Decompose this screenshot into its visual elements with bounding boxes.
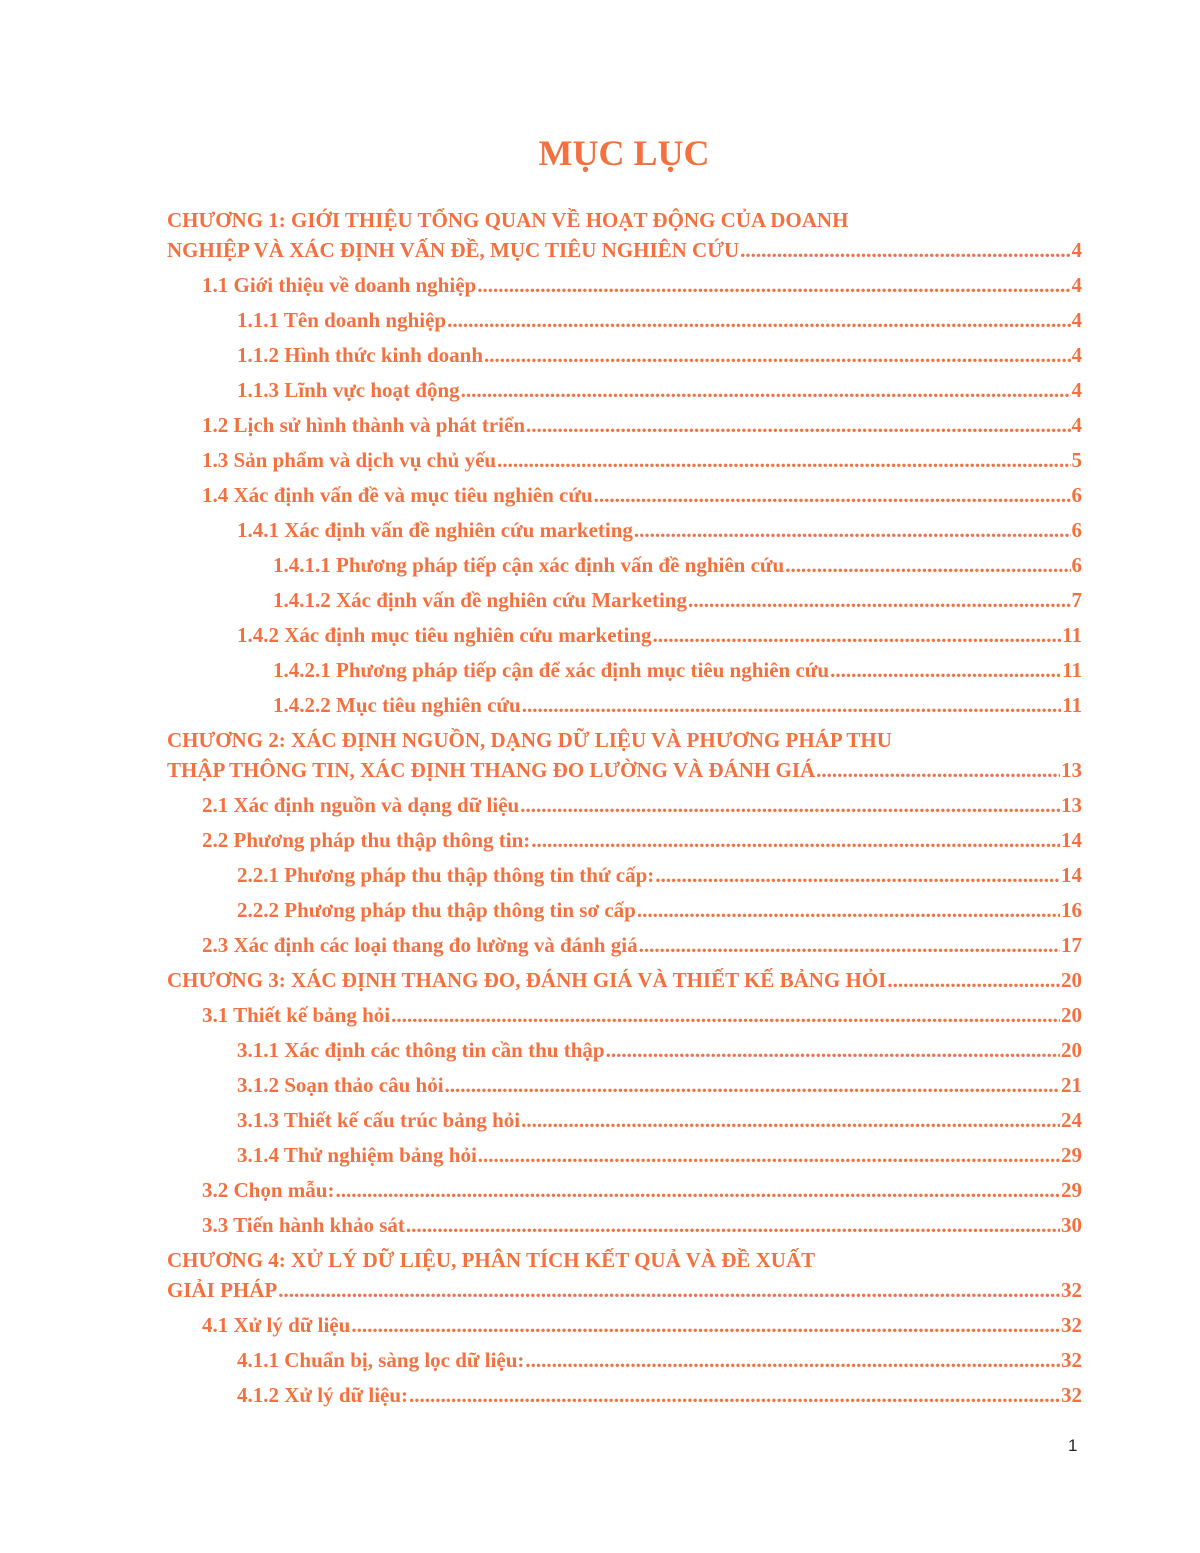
dot-leader [521, 1105, 1060, 1135]
toc-entry[interactable] [167, 1210, 1082, 1240]
toc-entry[interactable] [167, 1175, 1082, 1205]
toc-page-number: 13 [1061, 758, 1082, 782]
dot-leader [335, 1175, 1060, 1205]
toc-entry[interactable] [167, 895, 1082, 925]
toc-entry[interactable] [167, 825, 1082, 855]
toc-entry[interactable] [167, 655, 1082, 685]
dot-leader [653, 620, 1062, 650]
toc-entry-text: 1.1.1 Tên doanh nghiệp [237, 308, 447, 332]
toc-entry-text: NGHIỆP VÀ XÁC ĐỊNH VẤN ĐỀ, MỤC TIÊU NGHIÊN CỨU [167, 238, 740, 262]
toc-entry-text: 3.1.3 Thiết kế cấu trúc bảng hỏi [237, 1108, 521, 1132]
dot-leader [497, 445, 1070, 475]
dot-leader [634, 515, 1071, 545]
toc-entry-text: 3.2 Chọn mẫu: [202, 1178, 335, 1202]
toc-entry-text: 1.4.2.1 Phương pháp tiếp cận để xác định mục tiêu nghiên cứu [273, 658, 830, 682]
toc-page-number: 29 [1061, 1178, 1082, 1202]
toc-entry-text: 4.1 Xử lý dữ liệu [202, 1313, 351, 1337]
dot-leader [637, 895, 1060, 925]
dot-leader [655, 860, 1060, 890]
dot-leader [740, 235, 1070, 265]
toc-entry-text: 2.2 Phương pháp thu thập thông tin: [202, 828, 531, 852]
dot-leader [351, 1310, 1060, 1340]
toc-entry-text: 4.1.2 Xử lý dữ liệu: [237, 1383, 409, 1407]
toc-entry-text: CHƯƠNG 1: GIỚI THIỆU TỔNG QUAN VỀ HOẠT ĐỘNG CỦA DOANH [167, 208, 849, 232]
dot-leader [639, 930, 1060, 960]
toc-page-number: 32 [1061, 1348, 1082, 1372]
toc-entry-text: 1.2 Lịch sử hình thành và phát triển [202, 413, 526, 437]
toc-entry-text: 2.2.1 Phương pháp thu thập thông tin thứ cấp: [237, 863, 655, 887]
toc-entry[interactable] [167, 1105, 1082, 1135]
dot-leader [785, 550, 1070, 580]
toc-chapter-entry[interactable] [167, 725, 1082, 785]
dot-leader [520, 790, 1060, 820]
toc-page-number: 21 [1061, 1073, 1082, 1097]
toc-entry-text: 1.4.1 Xác định vấn đề nghiên cứu marketing [237, 518, 633, 542]
toc-entry[interactable] [167, 515, 1082, 545]
toc-entry[interactable] [167, 1070, 1082, 1100]
toc-entry-text: 1.1.3 Lĩnh vực hoạt động [237, 378, 460, 402]
toc-entry-text: 1.1 Giới thiệu về doanh nghiệp [202, 273, 477, 297]
toc-page-number: 30 [1061, 1213, 1082, 1237]
toc-entry-text: 4.1.1 Chuẩn bị, sàng lọc dữ liệu: [237, 1348, 525, 1372]
toc-entry[interactable] [167, 1380, 1082, 1410]
toc-chapter-entry[interactable] [167, 205, 1082, 265]
toc-entry-text: 1.4 Xác định vấn đề và mục tiêu nghiên cứu [202, 483, 593, 507]
toc-page-number: 11 [1062, 623, 1082, 647]
toc-page-number: 6 [1071, 483, 1082, 507]
dot-leader [278, 1275, 1060, 1305]
toc-entry[interactable] [167, 1140, 1082, 1170]
toc-page-number: 17 [1061, 933, 1082, 957]
toc-page-number: 4 [1071, 378, 1082, 402]
toc-entry[interactable] [167, 1035, 1082, 1065]
toc-page-number: 13 [1061, 793, 1082, 817]
dot-leader [478, 1140, 1060, 1170]
toc-entry-text: 1.4.2 Xác định mục tiêu nghiên cứu marketing [237, 623, 652, 647]
toc-page-number: 14 [1061, 828, 1082, 852]
toc-page-number: 6 [1071, 518, 1082, 542]
toc-entry[interactable] [167, 790, 1082, 820]
toc-page-number: 16 [1061, 898, 1082, 922]
toc-page-number: 32 [1061, 1383, 1082, 1407]
toc-entry-text: CHƯƠNG 4: XỬ LÝ DỮ LIỆU, PHÂN TÍCH KẾT QUẢ VÀ ĐỀ XUẤT [167, 1248, 816, 1272]
toc-entry[interactable] [167, 480, 1082, 510]
dot-leader [887, 965, 1060, 995]
dot-leader [594, 480, 1071, 510]
toc-page-number: 29 [1061, 1143, 1082, 1167]
dot-leader [477, 270, 1070, 300]
toc-entry-text: 3.1.1 Xác định các thông tin cần thu thập [237, 1038, 605, 1062]
page-title: MỤC LỤC [538, 133, 710, 173]
dot-leader [816, 755, 1060, 785]
dot-leader [525, 1345, 1060, 1375]
page-number: 1 [1068, 1436, 1078, 1455]
toc-entry-text: GIẢI PHÁP [167, 1278, 278, 1302]
toc-entry[interactable] [167, 1000, 1082, 1030]
toc-entry-text: 2.2.2 Phương pháp thu thập thông tin sơ cấp [237, 898, 636, 922]
dot-leader [606, 1035, 1060, 1065]
toc-entry-text: 1.4.1.2 Xác định vấn đề nghiên cứu Marketing [273, 588, 687, 612]
toc-entry[interactable] [167, 585, 1082, 615]
toc-entry[interactable] [167, 620, 1082, 650]
toc-entry[interactable] [167, 1345, 1082, 1375]
toc-page-number: 4 [1071, 273, 1082, 297]
toc-page-number: 4 [1071, 238, 1082, 262]
toc-entry[interactable] [167, 410, 1082, 440]
toc-entry-text: CHƯƠNG 3: XÁC ĐỊNH THANG ĐO, ĐÁNH GIÁ VÀ THIẾT KẾ BẢNG HỎI [167, 968, 887, 992]
toc-entry[interactable] [167, 1310, 1082, 1340]
toc-chapter-entry[interactable] [167, 1245, 1082, 1305]
toc-entry[interactable] [167, 445, 1082, 475]
toc-page-number: 20 [1061, 1003, 1082, 1027]
toc-entry-text: 3.3 Tiến hành khảo sát [202, 1213, 405, 1237]
toc-page-number: 6 [1071, 553, 1082, 577]
dot-leader [391, 1000, 1060, 1030]
toc-entry[interactable] [167, 270, 1082, 300]
toc-entry-text: 3.1 Thiết kế bảng hỏi [202, 1003, 391, 1027]
table-of-contents [167, 205, 1082, 1415]
toc-page-number: 20 [1061, 968, 1082, 992]
toc-entry[interactable] [167, 860, 1082, 890]
dot-leader [526, 410, 1070, 440]
toc-entry-text: 1.3 Sản phẩm và dịch vụ chủ yếu [202, 448, 497, 472]
toc-entry[interactable] [167, 375, 1082, 405]
toc-page-number: 11 [1062, 658, 1082, 682]
toc-page-number: 14 [1061, 863, 1082, 887]
dot-leader [445, 1070, 1060, 1100]
toc-page-number: 4 [1071, 413, 1082, 437]
toc-page-number: 11 [1062, 693, 1082, 717]
toc-page-number: 32 [1061, 1278, 1082, 1302]
dot-leader [406, 1210, 1060, 1240]
toc-page-number: 4 [1071, 343, 1082, 367]
toc-page-number: 24 [1061, 1108, 1082, 1132]
toc-chapter-entry[interactable] [167, 965, 1082, 995]
dot-leader [830, 655, 1061, 685]
dot-leader [522, 690, 1061, 720]
dot-leader [461, 375, 1071, 405]
toc-entry-text: THẬP THÔNG TIN, XÁC ĐỊNH THANG ĐO LƯỜNG VÀ ĐÁNH GIÁ [167, 758, 816, 782]
toc-entry[interactable] [167, 305, 1082, 335]
toc-entry-text: 2.1 Xác định nguồn và dạng dữ liệu [202, 793, 520, 817]
toc-entry-text: 1.4.2.2 Mục tiêu nghiên cứu [273, 693, 521, 717]
dot-leader [409, 1380, 1060, 1410]
toc-entry[interactable] [167, 930, 1082, 960]
toc-entry-text: 1.1.2 Hình thức kinh doanh [237, 343, 484, 367]
dot-leader [688, 585, 1071, 615]
dot-leader [531, 825, 1060, 855]
toc-entry[interactable] [167, 690, 1082, 720]
toc-page-number: 5 [1071, 448, 1082, 472]
toc-entry-text: CHƯƠNG 2: XÁC ĐỊNH NGUỒN, DẠNG DỮ LIỆU VÀ PHƯƠNG PHÁP THU [167, 728, 892, 752]
toc-entry[interactable] [167, 340, 1082, 370]
toc-entry-text: 3.1.4 Thử nghiệm bảng hỏi [237, 1143, 477, 1167]
toc-page-number: 7 [1071, 588, 1082, 612]
toc-entry-text: 2.3 Xác định các loại thang đo lường và đánh giá [202, 933, 638, 957]
toc-entry-text: 1.4.1.1 Phương pháp tiếp cận xác định vấn đề nghiên cứu [273, 553, 785, 577]
toc-page-number: 32 [1061, 1313, 1082, 1337]
dot-leader [447, 305, 1070, 335]
toc-entry-text: 3.1.2 Soạn thảo câu hỏi [237, 1073, 444, 1097]
toc-page-number: 20 [1061, 1038, 1082, 1062]
toc-entry[interactable] [167, 550, 1082, 580]
dot-leader [484, 340, 1070, 370]
toc-page-number: 4 [1071, 308, 1082, 332]
